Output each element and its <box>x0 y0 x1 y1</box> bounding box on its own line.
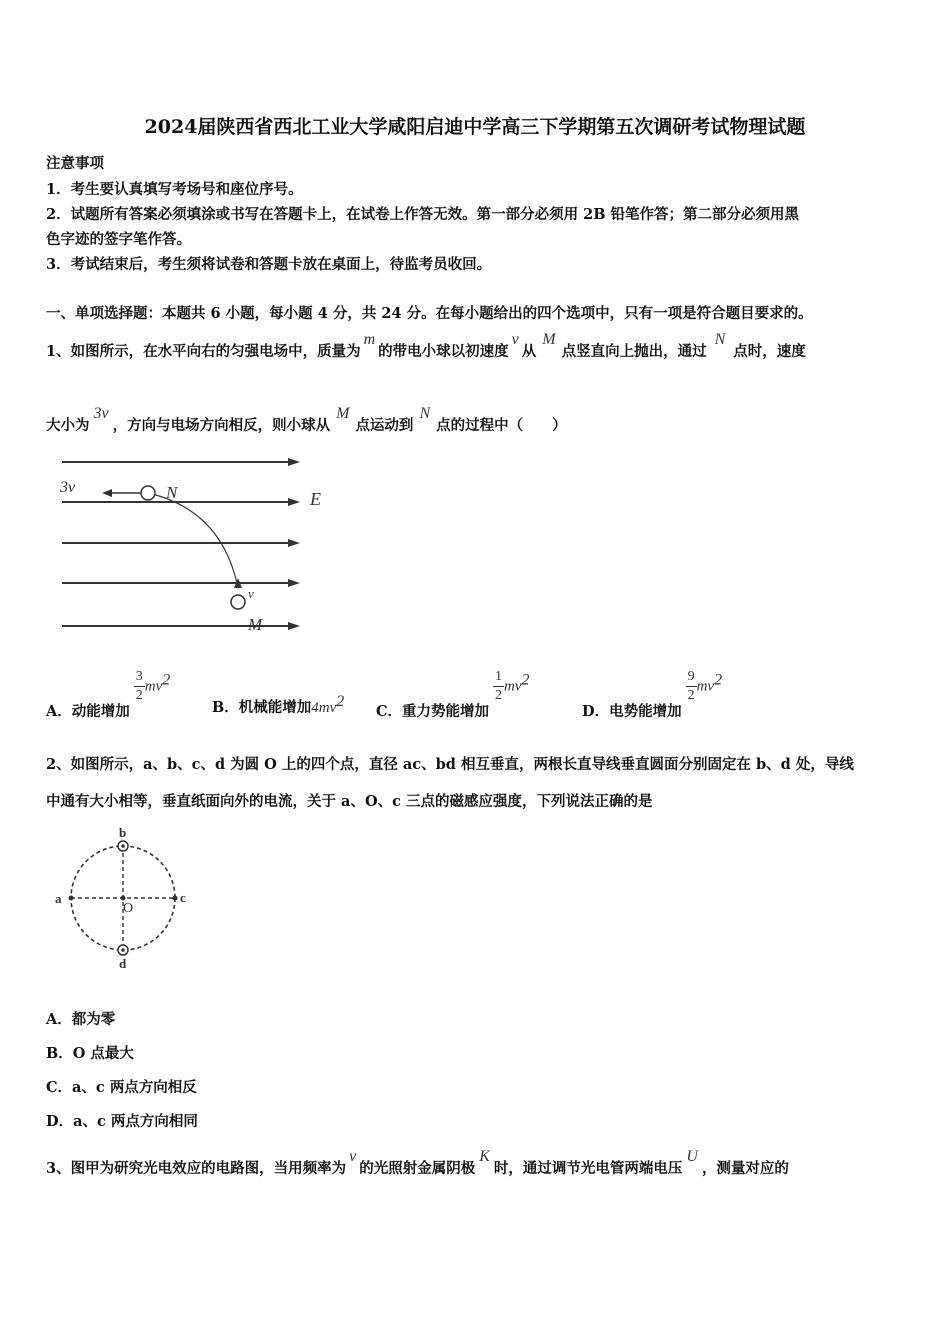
point-O <box>121 896 126 901</box>
label-d: d <box>119 956 127 971</box>
notice-item: 1．考生要认真填写考场号和座位序号。 <box>46 181 303 198</box>
q2-option-C[interactable]: C．a、c 两点方向相反 <box>46 1079 197 1096</box>
fraction: $\frac{3}{2}$ <box>135 669 143 703</box>
q2-stem-line2: 中通有大小相等，垂直纸面向外的电流，关于 a、O、c 三点的磁感应强度，下列说法正确的是 <box>46 793 653 810</box>
fraction: $\frac{9}{2}$ <box>687 669 695 703</box>
notice-item: 色字迹的签字笔作答。 <box>46 231 191 248</box>
wire-b-dot <box>121 844 125 848</box>
label-b: b <box>119 825 127 840</box>
point-N-symbol: N <box>419 405 431 422</box>
q1-option-D[interactable]: D．电势能增加 $\frac{9}{2}$ $mv^2$ <box>582 669 723 720</box>
velocity-symbol: v <box>511 331 519 348</box>
q2-option-D[interactable]: D．a、c 两点方向相同 <box>46 1113 198 1130</box>
frequency-symbol: ν <box>349 1148 357 1165</box>
label-a: a <box>55 891 62 906</box>
section-heading: 一、单项选择题：本题共 6 小题，每小题 4 分，共 24 分。在每小题给出的四个选项中，只有一项是符合题目要求的。 <box>46 305 813 322</box>
fraction: $\frac{1}{2}$ <box>495 669 503 703</box>
q1-option-B[interactable]: B．机械能增加$4mv^2$ <box>212 693 345 716</box>
point-c <box>173 896 178 901</box>
label-c: c <box>180 890 186 905</box>
q1-option-A[interactable]: A．动能增加 $\frac{3}{2}$ $mv^2$ <box>46 669 171 720</box>
q2-stem-line1: 2、如图所示，a、b、c、d 为圆 O 上的四个点，直径 ac、bd 相互垂直，两根长直导线垂直圆面分别固定在 b、d 处，导线 <box>46 756 854 773</box>
label-N: N <box>166 483 178 502</box>
q2-option-B[interactable]: B．O 点最大 <box>46 1045 134 1062</box>
q3-stem-line1: 3、图甲为研究光电效应的电路图，当用频率为ν的光照射金属阴极K时，通过调节光电管两端电压U，测量对应的 <box>46 1148 789 1177</box>
label-3v: 3v <box>60 479 76 496</box>
label-E: E <box>310 489 321 509</box>
ball-at-M <box>231 595 245 609</box>
point-a <box>69 896 74 901</box>
wire-d-dot <box>121 948 125 952</box>
page-title: 2024届陕西省西北工业大学咸阳启迪中学高三下学期第五次调研考试物理试题 <box>144 116 806 138</box>
field-arrow <box>288 458 300 466</box>
field-arrow <box>288 579 300 587</box>
field-arrow <box>288 622 300 630</box>
q2-figure <box>50 822 200 972</box>
notice-heading: 注意事项 <box>46 155 104 172</box>
velocity-3v-arrowhead <box>102 489 112 497</box>
q1-option-C[interactable]: C．重力势能增加 $\frac{1}{2}$ $mv^2$ <box>376 669 530 720</box>
ball-at-N <box>141 486 155 500</box>
label-v: v <box>248 586 254 601</box>
speed-3v-symbol: 3v <box>93 405 109 422</box>
point-M-symbol: M <box>336 405 350 422</box>
field-arrow <box>288 498 300 506</box>
trajectory-curve <box>148 493 238 588</box>
label-M: M <box>248 615 263 634</box>
field-arrow <box>288 539 300 547</box>
mass-symbol: m <box>363 331 376 348</box>
q1-figure <box>50 450 350 640</box>
label-O: O <box>123 901 134 916</box>
point-M-symbol: M <box>542 331 556 348</box>
notice-item: 3．考试结束后，考生须将试卷和答题卡放在桌面上，待监考员收回。 <box>46 256 492 273</box>
cathode-K-symbol: K <box>479 1148 490 1165</box>
voltage-U-symbol: U <box>686 1148 698 1165</box>
q2-option-A[interactable]: A．都为零 <box>46 1011 116 1028</box>
q1-stem-line1: 1、如图所示，在水平向右的匀强电场中，质量为m的带电小球以初速度v从M点竖直向上抛出，通过N点时，速度 <box>46 331 806 360</box>
point-N-symbol: N <box>714 331 726 348</box>
notice-item: 2．试题所有答案必须填涂或书写在答题卡上，在试卷上作答无效。第一部分必须用 2B 铅笔作答；第二部分必须用黑 <box>46 206 800 223</box>
q1-stem-line2: 大小为3v，方向与电场方向相反，则小球从M点运动到N点的过程中（ ） <box>46 405 567 434</box>
